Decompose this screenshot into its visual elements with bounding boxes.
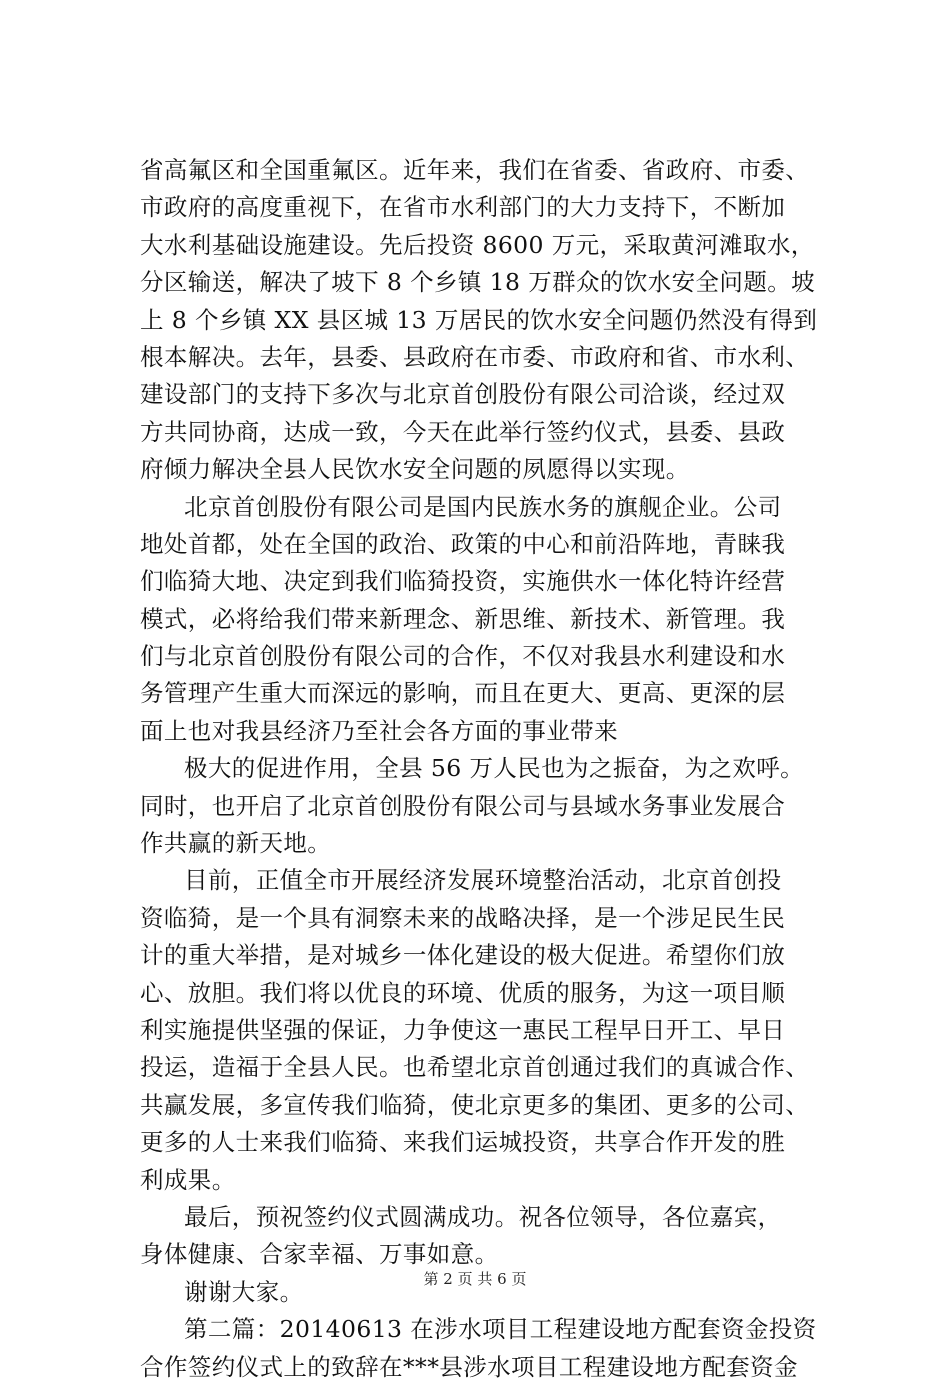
- text-line: 建设部门的支持下多次与北京首创股份有限公司洽谈，经过双: [140, 380, 786, 409]
- text-line: 更多的人士来我们临猗、来我们运城投资，共享合作开发的胜: [140, 1128, 786, 1157]
- text-line: 心、放胆。我们将以优良的环境、优质的服务，为这一项目顺: [140, 978, 786, 1007]
- text-line: 资临猗，是一个具有洞察未来的战略决择，是一个涉足民生民: [140, 903, 786, 932]
- text-line: 们与北京首创股份有限公司的合作，不仅对我县水利建设和水: [140, 642, 786, 671]
- text-line: 第二篇：20140613 在涉水项目工程建设地方配套资金投资: [184, 1315, 817, 1344]
- document-body: [140, 152, 840, 1386]
- text-line: 投运，造福于全县人民。也希望北京首创通过我们的真诚合作、: [140, 1053, 810, 1082]
- text-line: 省高氟区和全国重氟区。近年来，我们在省委、省政府、市委、: [140, 156, 810, 184]
- text-line: 目前，正值全市开展经济发展环境整治活动，北京首创投: [184, 866, 782, 895]
- text-line: 作共赢的新天地。: [140, 829, 332, 858]
- text-line: 面上也对我县经济乃至社会各方面的事业带来: [140, 716, 618, 745]
- text-line: 身体健康、合家幸福、万事如意。: [140, 1240, 499, 1269]
- text-line: 计的重大举措，是对城乡一体化建设的极大促进。希望你们放: [140, 941, 786, 970]
- text-line: 根本解决。去年，县委、县政府在市委、市政府和省、市水利、: [140, 342, 810, 371]
- text-line: 极大的促进作用，全县 56 万人民也为之振奋，为之欢呼。: [184, 754, 805, 783]
- text-line: 合作签约仪式上的致辞在***县涉水项目工程建设地方配套资金: [140, 1352, 798, 1381]
- text-line: 分区输送，解决了坡下 8 个乡镇 18 万群众的饮水安全问题。坡: [140, 268, 816, 297]
- text-line: 利实施提供坚强的保证，力争使这一惠民工程早日开工、早日: [140, 1015, 786, 1044]
- text-line: 方共同协商，达成一致，今天在此举行签约仪式，县委、县政: [140, 417, 786, 446]
- text-line: 同时，也开启了北京首创股份有限公司与县域水务事业发展合: [140, 791, 786, 820]
- text-line: 大水利基础设施建设。先后投资 8600 万元，采取黄河滩取水，: [140, 230, 815, 259]
- text-line: 最后，预祝签约仪式圆满成功。祝各位领导，各位嘉宾，: [184, 1202, 782, 1231]
- text-line: 上 8 个乡镇 XX 县区城 13 万居民的饮水安全问题仍然没有得到: [140, 305, 818, 334]
- text-line: 们临猗大地、决定到我们临猗投资，实施供水一体化特许经营: [140, 567, 786, 596]
- text-line: 务管理产生重大而深远的影响，而且在更大、更高、更深的层: [140, 679, 786, 708]
- text-line: 市政府的高度重视下，在省市水利部门的大力支持下，不断加: [140, 193, 786, 222]
- text-line: 共赢发展，多宣传我们临猗，使北京更多的集团、更多的公司、: [140, 1090, 810, 1119]
- text-line: 府倾力解决全县人民饮水安全问题的夙愿得以实现。: [140, 455, 690, 484]
- page-footer: 第 2 页 共 6 页: [423, 1270, 527, 1288]
- text-line: 模式，必将给我们带来新理念、新思维、新技术、新管理。我: [140, 604, 786, 633]
- text-line: 利成果。: [140, 1165, 236, 1194]
- text-line: 谢谢大家。: [184, 1277, 304, 1306]
- text-line: 北京首创股份有限公司是国内民族水务的旗舰企业。公司: [184, 492, 782, 521]
- text-line: 地处首都，处在全国的政治、政策的中心和前沿阵地，青睐我: [140, 529, 786, 558]
